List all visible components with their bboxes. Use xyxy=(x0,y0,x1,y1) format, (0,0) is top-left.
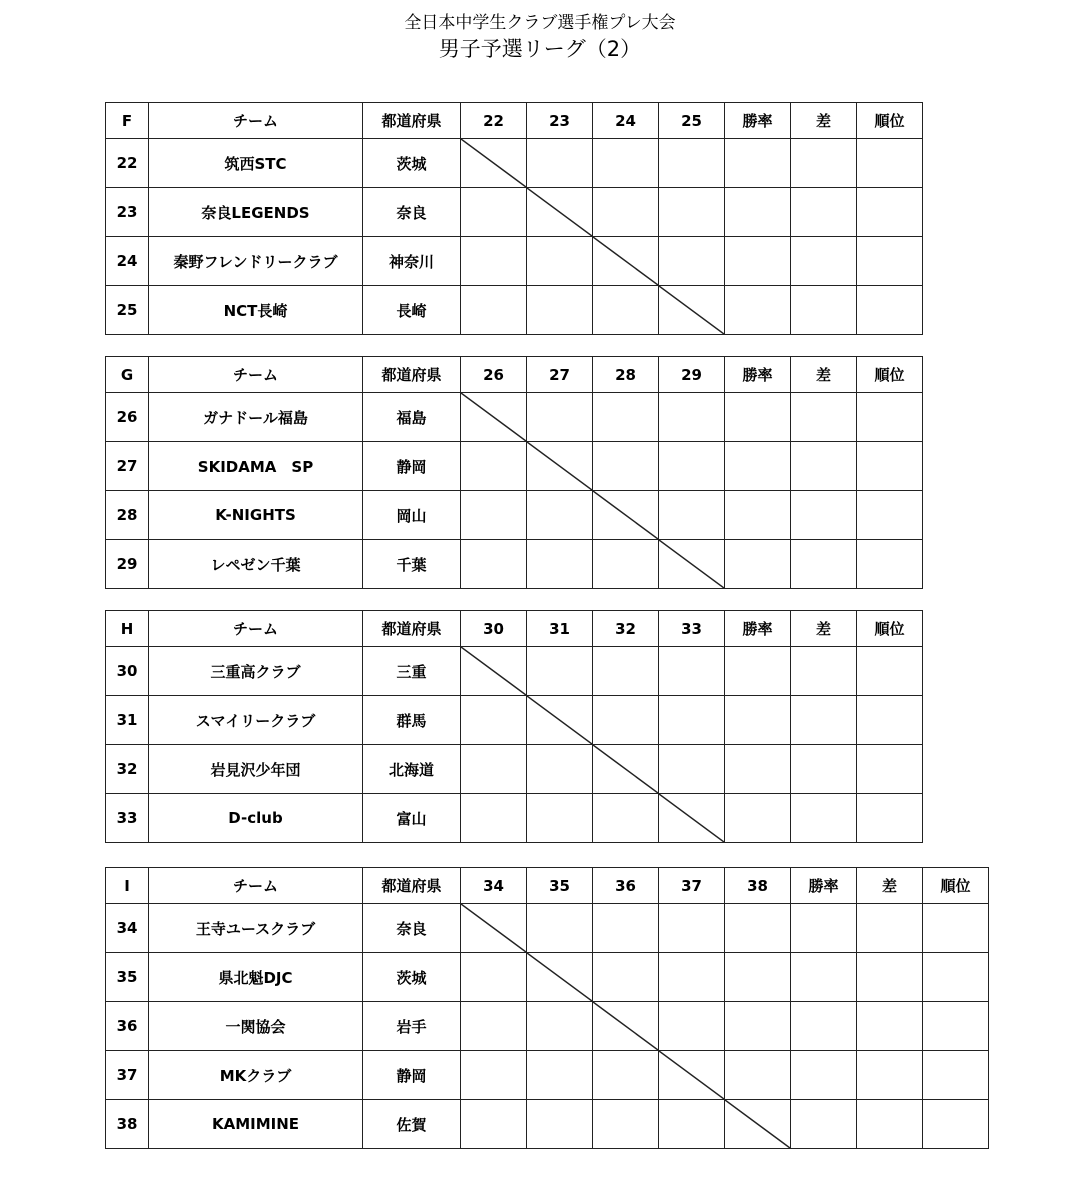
result-cell xyxy=(593,647,659,696)
table-header-row xyxy=(106,611,923,647)
col-opponent-number: 27 xyxy=(527,357,593,393)
league-table-i xyxy=(105,867,989,1149)
diagonal-cell xyxy=(593,745,659,794)
win-rate-cell xyxy=(725,393,791,442)
team-pref: 三重 xyxy=(363,647,461,696)
diagonal-line xyxy=(659,794,724,842)
team-name: K-NIGHTS xyxy=(149,491,363,540)
diagonal-line xyxy=(593,1002,658,1050)
result-cell xyxy=(659,647,725,696)
result-cell xyxy=(461,286,527,335)
table-header-row xyxy=(106,868,989,904)
result-cell xyxy=(461,442,527,491)
rank-cell xyxy=(857,696,923,745)
col-opponent-number: 38 xyxy=(725,868,791,904)
result-cell xyxy=(527,540,593,589)
result-cell xyxy=(461,1002,527,1051)
col-opponent-number: 28 xyxy=(593,357,659,393)
col-win-rate: 勝率 xyxy=(725,611,791,647)
result-cell xyxy=(527,794,593,843)
diff-cell xyxy=(857,1002,923,1051)
result-cell xyxy=(461,491,527,540)
diagonal-line xyxy=(593,237,658,285)
team-name: 奈良LEGENDS xyxy=(149,188,363,237)
table-header-row xyxy=(106,103,923,139)
result-cell xyxy=(593,286,659,335)
col-opponent-number: 29 xyxy=(659,357,725,393)
team-pref: 神奈川 xyxy=(363,237,461,286)
team-pref: 千葉 xyxy=(363,540,461,589)
team-name: 筑西STC xyxy=(149,139,363,188)
team-number: 22 xyxy=(106,139,149,188)
team-pref: 奈良 xyxy=(363,188,461,237)
result-cell xyxy=(659,139,725,188)
result-cell xyxy=(527,237,593,286)
team-name: D-club xyxy=(149,794,363,843)
result-cell xyxy=(725,904,791,953)
team-number: 35 xyxy=(106,953,149,1002)
table-row xyxy=(106,953,989,1002)
team-pref: 茨城 xyxy=(363,139,461,188)
diff-cell xyxy=(791,286,857,335)
result-cell xyxy=(593,1100,659,1149)
rank-cell xyxy=(857,188,923,237)
diff-cell xyxy=(791,647,857,696)
diagonal-line xyxy=(461,393,526,441)
diff-cell xyxy=(791,139,857,188)
team-name: 王寺ユースクラブ xyxy=(149,904,363,953)
result-cell xyxy=(527,491,593,540)
team-name: SKIDAMA SP xyxy=(149,442,363,491)
col-opponent-number: 23 xyxy=(527,103,593,139)
diagonal-cell xyxy=(461,647,527,696)
win-rate-cell xyxy=(725,286,791,335)
team-number: 29 xyxy=(106,540,149,589)
team-pref: 群馬 xyxy=(363,696,461,745)
rank-cell xyxy=(857,139,923,188)
diagonal-line xyxy=(659,286,724,334)
result-cell xyxy=(659,188,725,237)
team-number: 26 xyxy=(106,393,149,442)
result-cell xyxy=(659,904,725,953)
result-cell xyxy=(527,286,593,335)
col-opponent-number: 34 xyxy=(461,868,527,904)
team-pref: 富山 xyxy=(363,794,461,843)
col-win-rate: 勝率 xyxy=(725,103,791,139)
league-id: F xyxy=(106,103,149,139)
team-number: 38 xyxy=(106,1100,149,1149)
table-row xyxy=(106,286,923,335)
league-id: G xyxy=(106,357,149,393)
team-pref: 北海道 xyxy=(363,745,461,794)
result-cell xyxy=(593,904,659,953)
col-opponent-number: 33 xyxy=(659,611,725,647)
team-name: スマイリークラブ xyxy=(149,696,363,745)
table-row xyxy=(106,794,923,843)
result-cell xyxy=(659,393,725,442)
col-opponent-number: 24 xyxy=(593,103,659,139)
table-header-row xyxy=(106,357,923,393)
result-cell xyxy=(593,540,659,589)
win-rate-cell xyxy=(791,1051,857,1100)
result-cell xyxy=(659,1100,725,1149)
rank-cell xyxy=(857,393,923,442)
result-cell xyxy=(527,1002,593,1051)
team-pref: 静岡 xyxy=(363,1051,461,1100)
win-rate-cell xyxy=(791,1100,857,1149)
col-rank: 順位 xyxy=(923,868,989,904)
diagonal-line xyxy=(461,647,526,695)
team-number: 32 xyxy=(106,745,149,794)
col-opponent-number: 30 xyxy=(461,611,527,647)
result-cell xyxy=(659,745,725,794)
diagonal-line xyxy=(527,442,592,490)
col-opponent-number: 32 xyxy=(593,611,659,647)
league-table-f xyxy=(105,102,923,335)
result-cell xyxy=(461,794,527,843)
diff-cell xyxy=(857,904,923,953)
rank-cell xyxy=(857,491,923,540)
team-number: 25 xyxy=(106,286,149,335)
team-name: 秦野フレンドリークラブ xyxy=(149,237,363,286)
team-name: NCT長崎 xyxy=(149,286,363,335)
win-rate-cell xyxy=(791,904,857,953)
result-cell xyxy=(461,696,527,745)
win-rate-cell xyxy=(791,953,857,1002)
rank-cell xyxy=(923,904,989,953)
diagonal-line xyxy=(527,953,592,1001)
table-row xyxy=(106,237,923,286)
win-rate-cell xyxy=(725,647,791,696)
result-cell xyxy=(461,1051,527,1100)
diagonal-cell xyxy=(659,1051,725,1100)
team-name: ガナドール福島 xyxy=(149,393,363,442)
team-pref: 福島 xyxy=(363,393,461,442)
team-number: 27 xyxy=(106,442,149,491)
col-team: チーム xyxy=(149,868,363,904)
team-number: 23 xyxy=(106,188,149,237)
team-pref: 静岡 xyxy=(363,442,461,491)
diagonal-cell xyxy=(527,442,593,491)
win-rate-cell xyxy=(725,237,791,286)
diff-cell xyxy=(791,540,857,589)
team-pref: 佐賀 xyxy=(363,1100,461,1149)
result-cell xyxy=(461,188,527,237)
win-rate-cell xyxy=(725,540,791,589)
result-cell xyxy=(593,696,659,745)
team-pref: 奈良 xyxy=(363,904,461,953)
win-rate-cell xyxy=(725,794,791,843)
diagonal-cell xyxy=(527,696,593,745)
col-opponent-number: 26 xyxy=(461,357,527,393)
team-number: 28 xyxy=(106,491,149,540)
diagonal-cell xyxy=(659,540,725,589)
col-opponent-number: 22 xyxy=(461,103,527,139)
result-cell xyxy=(527,393,593,442)
col-opponent-number: 25 xyxy=(659,103,725,139)
event-title: 全日本中学生クラブ選手権プレ大会 xyxy=(404,13,676,33)
diff-cell xyxy=(791,188,857,237)
diagonal-cell xyxy=(527,188,593,237)
table-row xyxy=(106,696,923,745)
table-row xyxy=(106,1051,989,1100)
diagonal-line xyxy=(725,1100,790,1148)
diagonal-cell xyxy=(725,1100,791,1149)
team-name: KAMIMINE xyxy=(149,1100,363,1149)
result-cell xyxy=(527,745,593,794)
result-cell xyxy=(461,540,527,589)
col-diff: 差 xyxy=(791,611,857,647)
diagonal-cell xyxy=(461,139,527,188)
rank-cell xyxy=(857,647,923,696)
diagonal-line xyxy=(527,188,592,236)
result-cell xyxy=(659,1002,725,1051)
team-number: 37 xyxy=(106,1051,149,1100)
team-pref: 岩手 xyxy=(363,1002,461,1051)
table-row xyxy=(106,904,989,953)
team-number: 31 xyxy=(106,696,149,745)
team-pref: 茨城 xyxy=(363,953,461,1002)
result-cell xyxy=(593,393,659,442)
col-pref: 都道府県 xyxy=(363,103,461,139)
diagonal-cell xyxy=(461,393,527,442)
col-win-rate: 勝率 xyxy=(725,357,791,393)
table-row xyxy=(106,491,923,540)
win-rate-cell xyxy=(725,442,791,491)
result-cell xyxy=(527,139,593,188)
diagonal-cell xyxy=(659,286,725,335)
table-row xyxy=(106,139,923,188)
team-name: 岩見沢少年団 xyxy=(149,745,363,794)
rank-cell xyxy=(857,442,923,491)
result-cell xyxy=(461,745,527,794)
result-cell xyxy=(659,442,725,491)
league-table-h xyxy=(105,610,923,843)
result-cell xyxy=(725,953,791,1002)
diff-cell xyxy=(791,237,857,286)
diff-cell xyxy=(791,491,857,540)
col-opponent-number: 35 xyxy=(527,868,593,904)
team-name: 三重高クラブ xyxy=(149,647,363,696)
col-diff: 差 xyxy=(857,868,923,904)
result-cell xyxy=(527,1100,593,1149)
diagonal-line xyxy=(461,139,526,187)
league-table-g xyxy=(105,356,923,589)
team-number: 36 xyxy=(106,1002,149,1051)
diagonal-line xyxy=(461,904,526,952)
diff-cell xyxy=(791,696,857,745)
diff-cell xyxy=(791,794,857,843)
diagonal-line xyxy=(527,696,592,744)
col-pref: 都道府県 xyxy=(363,868,461,904)
rank-cell xyxy=(857,540,923,589)
table-row xyxy=(106,1002,989,1051)
rank-cell xyxy=(923,1051,989,1100)
result-cell xyxy=(659,696,725,745)
rank-cell xyxy=(857,794,923,843)
col-opponent-number: 36 xyxy=(593,868,659,904)
result-cell xyxy=(461,237,527,286)
result-cell xyxy=(461,953,527,1002)
diagonal-line xyxy=(659,540,724,588)
result-cell xyxy=(659,237,725,286)
table-row xyxy=(106,442,923,491)
team-name: 一関協会 xyxy=(149,1002,363,1051)
col-team: チーム xyxy=(149,103,363,139)
col-team: チーム xyxy=(149,611,363,647)
col-diff: 差 xyxy=(791,103,857,139)
diff-cell xyxy=(857,1100,923,1149)
rank-cell xyxy=(857,745,923,794)
rank-cell xyxy=(923,1100,989,1149)
diagonal-cell xyxy=(593,491,659,540)
result-cell xyxy=(593,794,659,843)
team-name: 県北魁DJC xyxy=(149,953,363,1002)
col-pref: 都道府県 xyxy=(363,611,461,647)
result-cell xyxy=(659,953,725,1002)
team-number: 33 xyxy=(106,794,149,843)
table-row xyxy=(106,393,923,442)
league-id: H xyxy=(106,611,149,647)
rank-cell xyxy=(923,953,989,1002)
result-cell xyxy=(659,491,725,540)
diff-cell xyxy=(857,1051,923,1100)
team-number: 34 xyxy=(106,904,149,953)
diagonal-cell xyxy=(593,237,659,286)
col-team: チーム xyxy=(149,357,363,393)
win-rate-cell xyxy=(725,745,791,794)
result-cell xyxy=(725,1002,791,1051)
col-rank: 順位 xyxy=(857,357,923,393)
table-row xyxy=(106,540,923,589)
diagonal-line xyxy=(593,491,658,539)
result-cell xyxy=(527,1051,593,1100)
diff-cell xyxy=(791,745,857,794)
table-row xyxy=(106,1100,989,1149)
diagonal-cell xyxy=(593,1002,659,1051)
win-rate-cell xyxy=(725,696,791,745)
diff-cell xyxy=(791,442,857,491)
diagonal-line xyxy=(593,745,658,793)
team-pref: 岡山 xyxy=(363,491,461,540)
team-name: レペゼン千葉 xyxy=(149,540,363,589)
table-row xyxy=(106,188,923,237)
col-opponent-number: 31 xyxy=(527,611,593,647)
team-pref: 長崎 xyxy=(363,286,461,335)
diagonal-cell xyxy=(659,794,725,843)
result-cell xyxy=(593,188,659,237)
result-cell xyxy=(593,139,659,188)
col-rank: 順位 xyxy=(857,611,923,647)
col-pref: 都道府県 xyxy=(363,357,461,393)
team-name: MKクラブ xyxy=(149,1051,363,1100)
diagonal-cell xyxy=(461,904,527,953)
diagonal-cell xyxy=(527,953,593,1002)
result-cell xyxy=(461,1100,527,1149)
result-cell xyxy=(527,904,593,953)
rank-cell xyxy=(857,286,923,335)
col-rank: 順位 xyxy=(857,103,923,139)
diff-cell xyxy=(791,393,857,442)
col-diff: 差 xyxy=(791,357,857,393)
col-win-rate: 勝率 xyxy=(791,868,857,904)
rank-cell xyxy=(923,1002,989,1051)
result-cell xyxy=(725,1051,791,1100)
result-cell xyxy=(593,442,659,491)
diff-cell xyxy=(857,953,923,1002)
page-title: 男子予選リーグ（2） xyxy=(438,37,642,61)
league-id: I xyxy=(106,868,149,904)
table-row xyxy=(106,647,923,696)
team-number: 24 xyxy=(106,237,149,286)
result-cell xyxy=(593,1051,659,1100)
win-rate-cell xyxy=(791,1002,857,1051)
table-row xyxy=(106,745,923,794)
result-cell xyxy=(527,647,593,696)
win-rate-cell xyxy=(725,139,791,188)
col-opponent-number: 37 xyxy=(659,868,725,904)
result-cell xyxy=(593,953,659,1002)
rank-cell xyxy=(857,237,923,286)
win-rate-cell xyxy=(725,491,791,540)
diagonal-line xyxy=(659,1051,724,1099)
win-rate-cell xyxy=(725,188,791,237)
team-number: 30 xyxy=(106,647,149,696)
